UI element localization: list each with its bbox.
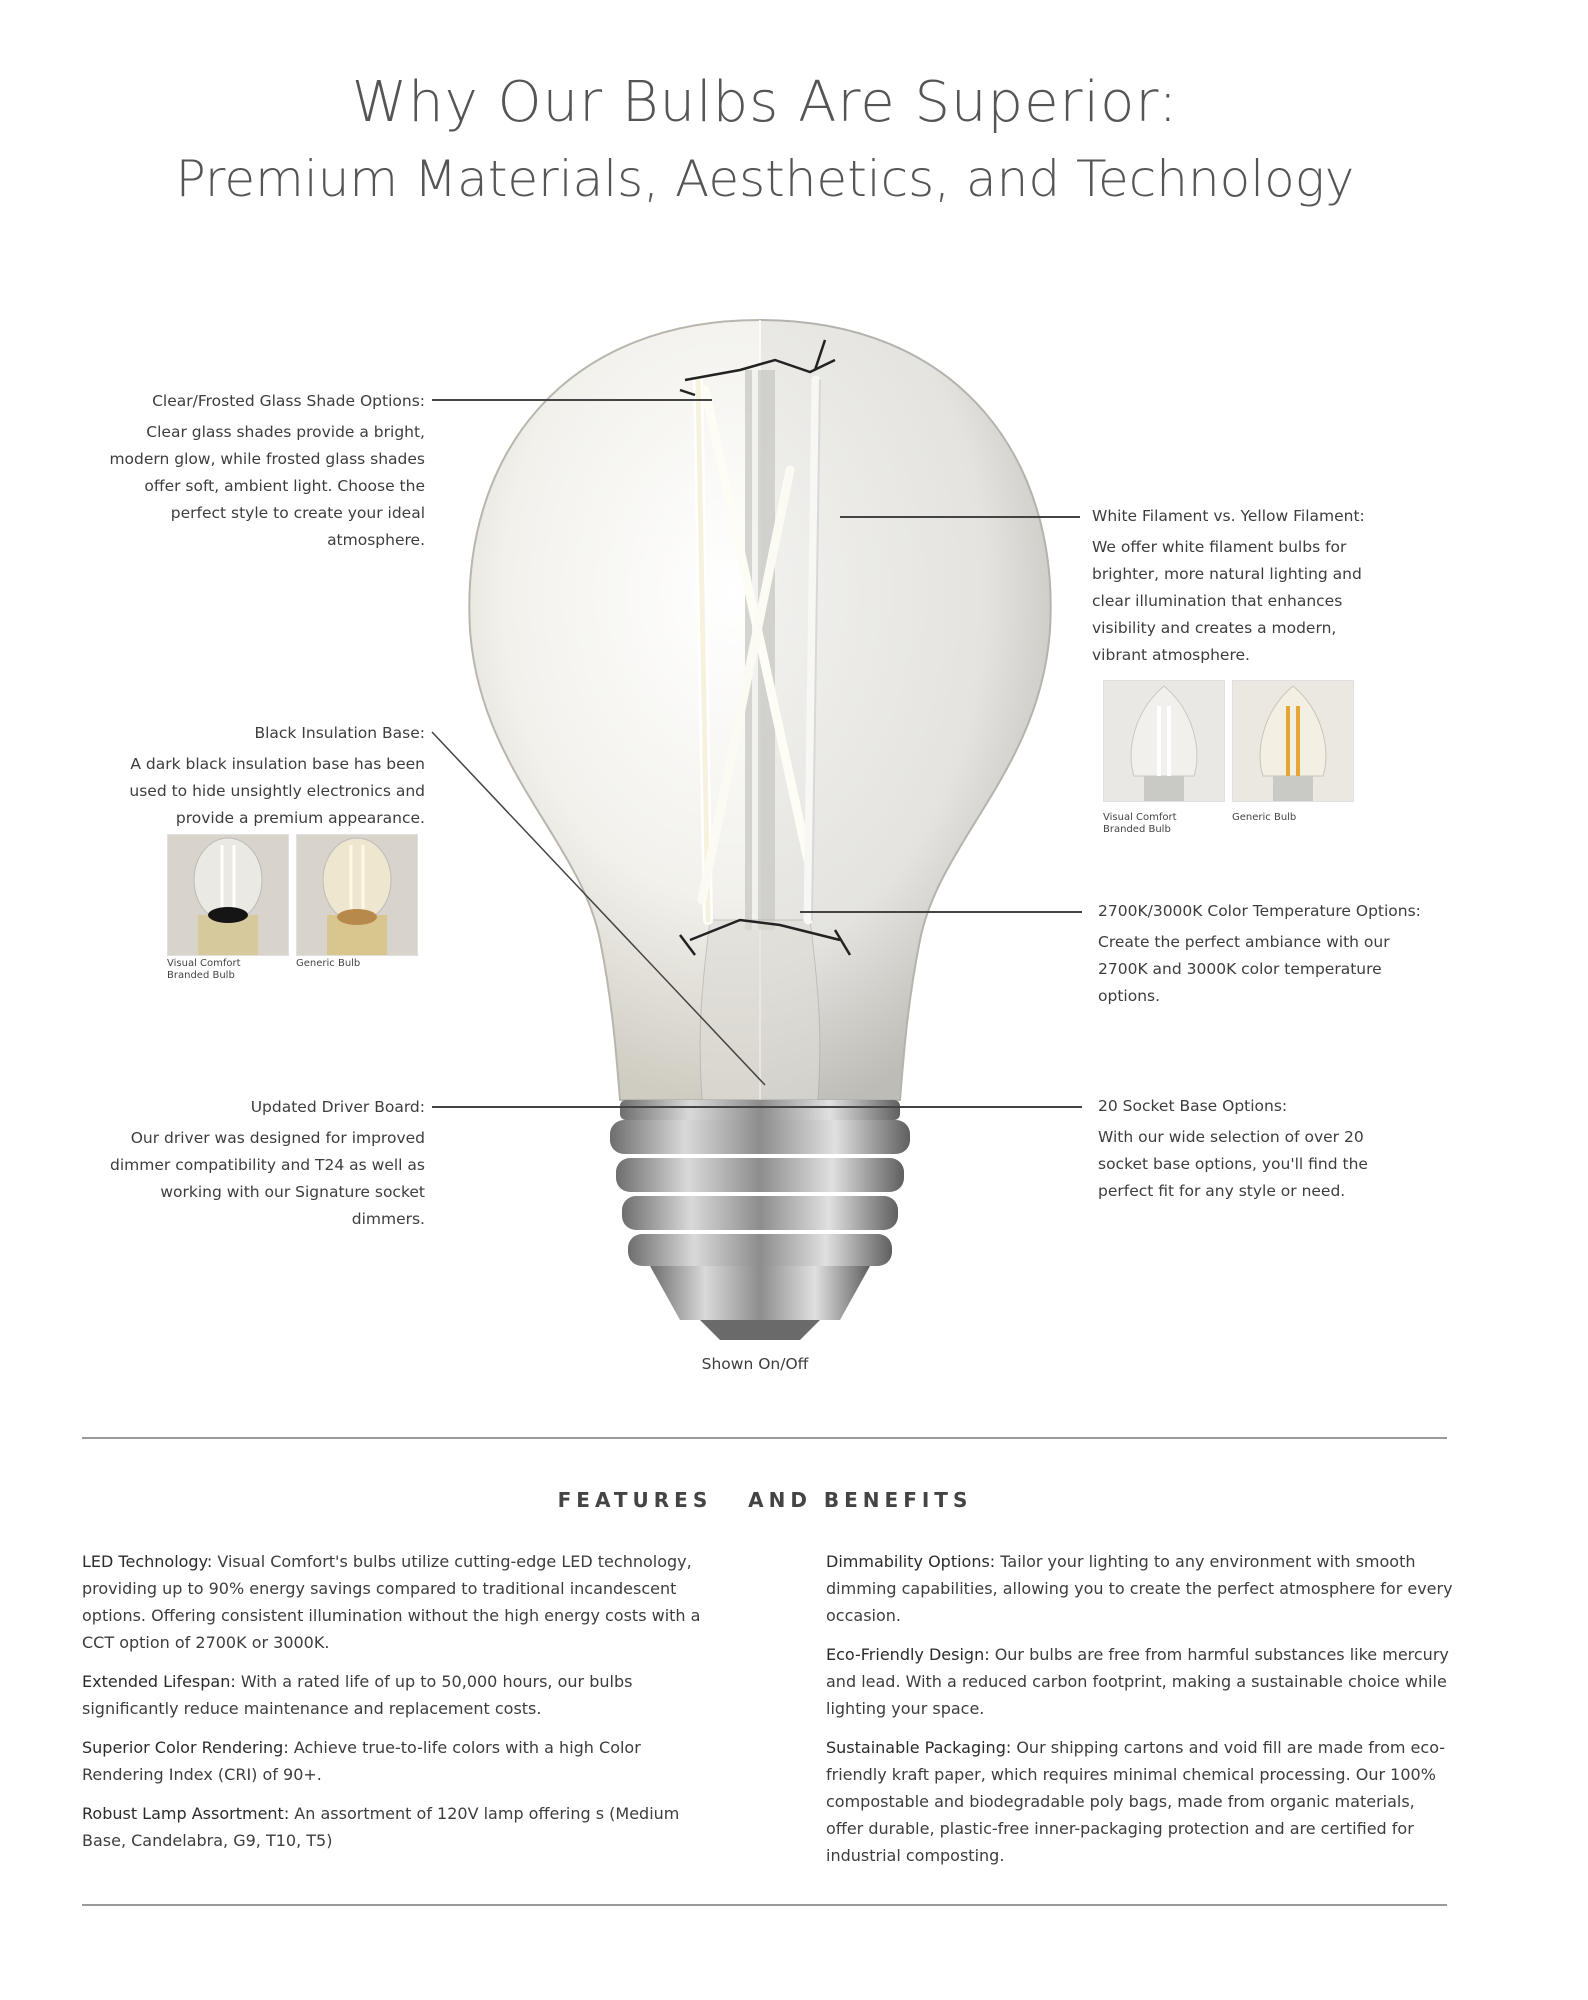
page-subtitle: Premium Materials, Aesthetics, and Technology [175,150,1355,208]
branded-bulb-icon [168,835,288,955]
feature-text: Achieve true-to-life colors with a high Color Rendering Index (CRI) of 90+. [82,1738,641,1784]
filament-thumb-branded [1103,680,1225,802]
callout-temperature-body: Create the perfect ambiance with our 2700K and 3000K color temperature options. [1098,933,1390,1005]
callout-glass-heading: Clear/Frosted Glass Shade Options: [152,392,425,410]
feature-label: Sustainable Packaging: [826,1738,1012,1757]
filament-thumb-generic [1232,680,1354,802]
callout-socket-heading: 20 Socket Base Options: [1098,1097,1288,1115]
white-filament-icon [1104,681,1224,801]
divider-bottom [82,1904,1447,1906]
feature-label: Superior Color Rendering: [82,1738,289,1757]
feature-item [826,1734,1456,1869]
filament-thumb-branded-caption: Visual Comfort Branded Bulb [1103,812,1177,835]
feature-text: Visual Comfort's bulbs utilize cutting-edge LED technology, providing up to 90% energy savings compared to traditional incandescent options. Offering consistent illumination without the high energy costs with a CCT option of 2700K or 3000K. [82,1552,701,1652]
base-thumb-generic-caption: Generic Bulb [296,958,361,969]
feature-item [82,1800,702,1854]
leader-filament [840,516,1080,518]
feature-label: Extended Lifespan: [82,1672,236,1691]
feature-label: Eco-Friendly Design: [826,1645,990,1664]
leader-base [430,730,770,1090]
feature-item [826,1548,1456,1629]
callout-base-body: A dark black insulation base has been used to hide unsightly electronics and provide a premium appearance. [129,755,425,827]
filament-thumb-generic-caption: Generic Bulb [1232,812,1297,823]
page-title: Why Our Bulbs Are Superior: [351,70,1179,135]
callout-driver-body: Our driver was designed for improved dimmer compatibility and T24 as well as working with our Signature socket dimmers. [110,1129,425,1228]
features-right-column [826,1548,1456,1881]
base-thumb-branded-caption: Visual Comfort Branded Bulb [167,958,241,981]
callout-filament-body: We offer white filament bulbs for brighter, more natural lighting and clear illumination that enhances visibility and creates a modern, vibrant atmosphere. [1092,538,1362,664]
callout-driver [95,1094,425,1233]
callout-socket-body: With our wide selection of over 20 socket base options, you'll find the perfect fit for any style or need. [1098,1128,1368,1200]
feature-item [826,1641,1456,1722]
callout-glass-body: Clear glass shades provide a bright, modern glow, while frosted glass shades offer soft, ambient light. Choose the perfect style to create your ideal atmosphere. [109,423,425,549]
feature-label: Robust Lamp Assortment: [82,1804,290,1823]
callout-temperature [1098,898,1478,1010]
base-thumb-branded [167,834,289,956]
leader-temperature [800,911,1082,913]
callout-temperature-heading: 2700K/3000K Color Temperature Options: [1098,902,1421,920]
callout-socket [1098,1093,1398,1205]
feature-label: LED Technology: [82,1552,213,1571]
features-left-column [82,1548,702,1866]
leader-glass [432,399,712,401]
base-thumb-generic [296,834,418,956]
callout-filament [1092,503,1392,669]
feature-text: Our bulbs are free from harmful substances like mercury and lead. With a reduced carbon footprint, making a sustainable choice while lighting your space. [826,1645,1449,1718]
feature-label: Dimmability Options: [826,1552,996,1571]
divider-top [82,1437,1447,1439]
callout-base [95,720,425,832]
feature-item [82,1548,702,1656]
callout-filament-heading: White Filament vs. Yellow Filament: [1092,507,1365,525]
bulb-caption: Shown On/Off [701,1355,809,1373]
feature-text: Our shipping cartons and void fill are made from eco-friendly kraft paper, which requires minimal chemical processing. Our 100% compostable and biodegradable poly bags, made from organic materials, offer durable, plastic-free inner-packaging protection and are certified for industrial composting. [826,1738,1446,1865]
yellow-filament-icon [1233,681,1353,801]
feature-text: An assortment of 120V lamp offering s (Medium Base, Candelabra, G9, T10, T5) [82,1804,680,1850]
features-title: FEATURES AND BENEFITS [557,1488,973,1512]
feature-item [82,1668,702,1722]
feature-item [82,1734,702,1788]
generic-bulb-icon [297,835,417,955]
callout-glass [95,388,425,554]
callout-driver-heading: Updated Driver Board: [250,1098,425,1116]
callout-base-heading: Black Insulation Base: [254,724,425,742]
feature-text: Tailor your lighting to any environment with smooth dimming capabilities, allowing you to create the perfect atmosphere for every occasion. [826,1552,1453,1625]
feature-text: With a rated life of up to 50,000 hours, our bulbs significantly reduce maintenance and replacement costs. [82,1672,633,1718]
leader-socket [760,1106,1082,1108]
